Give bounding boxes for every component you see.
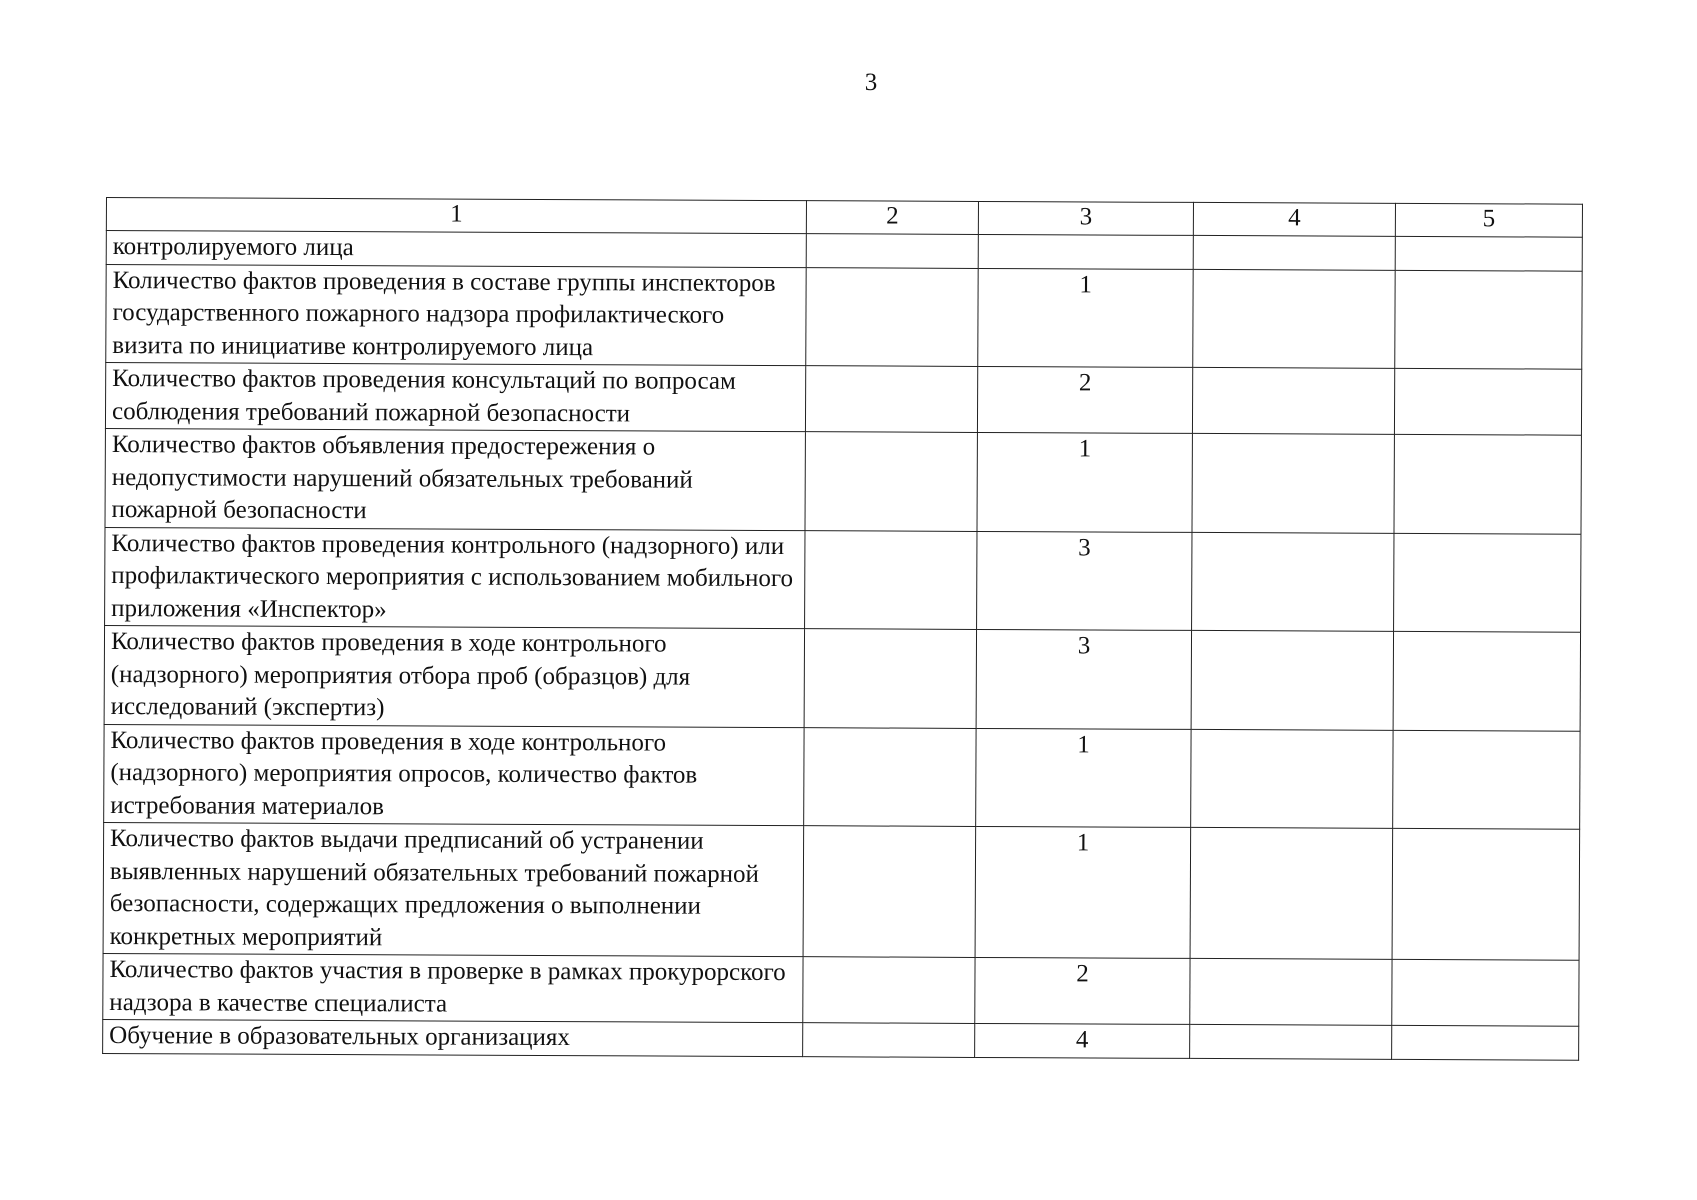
row-col-3: 1 bbox=[977, 432, 1192, 531]
row-description: Количество фактов проведения консультаций по вопросам соблюдения требований пожарной безопасности bbox=[105, 363, 805, 432]
row-col-4 bbox=[1190, 1024, 1392, 1058]
row-col-2 bbox=[803, 1023, 975, 1057]
row-col-2 bbox=[803, 826, 976, 958]
row-description: Количество фактов выдачи предписаний об устранении выявленных нарушений обязательных требований пожарной безопасности, содержащих предложения о выполнении конкретных мероприятий bbox=[103, 822, 804, 956]
row-col-2 bbox=[805, 366, 977, 433]
row-col-2 bbox=[803, 957, 975, 1024]
row-col-3 bbox=[978, 234, 1193, 268]
row-col-4 bbox=[1191, 630, 1393, 729]
page-number: 3 bbox=[864, 69, 878, 96]
row-col-2 bbox=[805, 530, 977, 629]
row-col-4 bbox=[1193, 235, 1395, 269]
row-col-2 bbox=[806, 267, 978, 366]
row-col-4 bbox=[1190, 827, 1393, 959]
row-col-5 bbox=[1392, 959, 1579, 1026]
row-col-2 bbox=[804, 727, 976, 826]
row-description: Количество фактов проведения в ходе контрольного (надзорного) мероприятия опросов, количество фактов истребования материалов bbox=[104, 724, 804, 826]
table-row bbox=[103, 822, 1580, 960]
row-col-3: 4 bbox=[975, 1023, 1190, 1057]
row-col-4 bbox=[1192, 532, 1394, 631]
row-description: Обучение в образовательных организациях bbox=[103, 1019, 803, 1056]
table-row bbox=[105, 527, 1581, 632]
row-col-5 bbox=[1393, 631, 1580, 730]
column-header-1: 1 bbox=[106, 198, 806, 234]
table-row bbox=[106, 264, 1582, 369]
table-row bbox=[104, 724, 1580, 829]
table-row bbox=[105, 363, 1581, 436]
report-table bbox=[102, 197, 1583, 1060]
row-col-4 bbox=[1192, 433, 1394, 532]
column-header-2: 2 bbox=[806, 201, 978, 235]
row-col-3: 1 bbox=[975, 826, 1191, 958]
row-col-5 bbox=[1395, 270, 1582, 369]
row-col-3: 1 bbox=[978, 268, 1193, 367]
row-col-3: 3 bbox=[976, 629, 1191, 728]
column-header-4: 4 bbox=[1193, 202, 1395, 236]
row-description: Количество фактов объявления предостережения о недопустимости нарушений обязательных требований пожарной безопасности bbox=[105, 428, 805, 530]
row-col-3: 2 bbox=[977, 366, 1192, 433]
row-col-5 bbox=[1392, 1025, 1579, 1059]
row-col-5 bbox=[1395, 236, 1582, 270]
table-row bbox=[103, 1019, 1579, 1059]
row-col-5 bbox=[1393, 730, 1580, 829]
row-col-4 bbox=[1193, 269, 1395, 368]
table-row bbox=[104, 625, 1580, 730]
row-col-3: 1 bbox=[976, 728, 1191, 827]
column-header-5: 5 bbox=[1395, 203, 1582, 237]
row-description: Количество фактов проведения в ходе контрольного (надзорного) мероприятия отбора проб (образцов) для исследований (экспертиз) bbox=[104, 625, 804, 727]
row-description: Количество фактов проведения контрольного (надзорного) или профилактического мероприятия с использованием мобильного приложения «Инспектор» bbox=[105, 527, 805, 629]
row-col-3: 3 bbox=[977, 531, 1192, 630]
row-description: контролируемого лица bbox=[106, 231, 806, 268]
row-col-2 bbox=[804, 629, 976, 728]
row-description: Количество фактов проведения в составе группы инспекторов государственного пожарного надзора профилактического визита по инициативе контролируемого лица bbox=[106, 264, 806, 366]
row-col-2 bbox=[806, 234, 978, 268]
row-col-4 bbox=[1191, 729, 1393, 828]
table-row bbox=[105, 428, 1581, 533]
table-row bbox=[103, 953, 1579, 1026]
row-col-5 bbox=[1394, 368, 1581, 435]
row-col-5 bbox=[1392, 828, 1580, 960]
row-col-2 bbox=[805, 432, 977, 531]
row-col-3: 2 bbox=[975, 957, 1190, 1024]
row-col-5 bbox=[1394, 533, 1581, 632]
row-description: Количество фактов участия в проверке в рамках прокурорского надзора в качестве специалиста bbox=[103, 953, 803, 1022]
column-header-3: 3 bbox=[978, 201, 1193, 235]
row-col-5 bbox=[1394, 434, 1581, 533]
row-col-4 bbox=[1192, 367, 1394, 434]
row-col-4 bbox=[1190, 958, 1392, 1025]
